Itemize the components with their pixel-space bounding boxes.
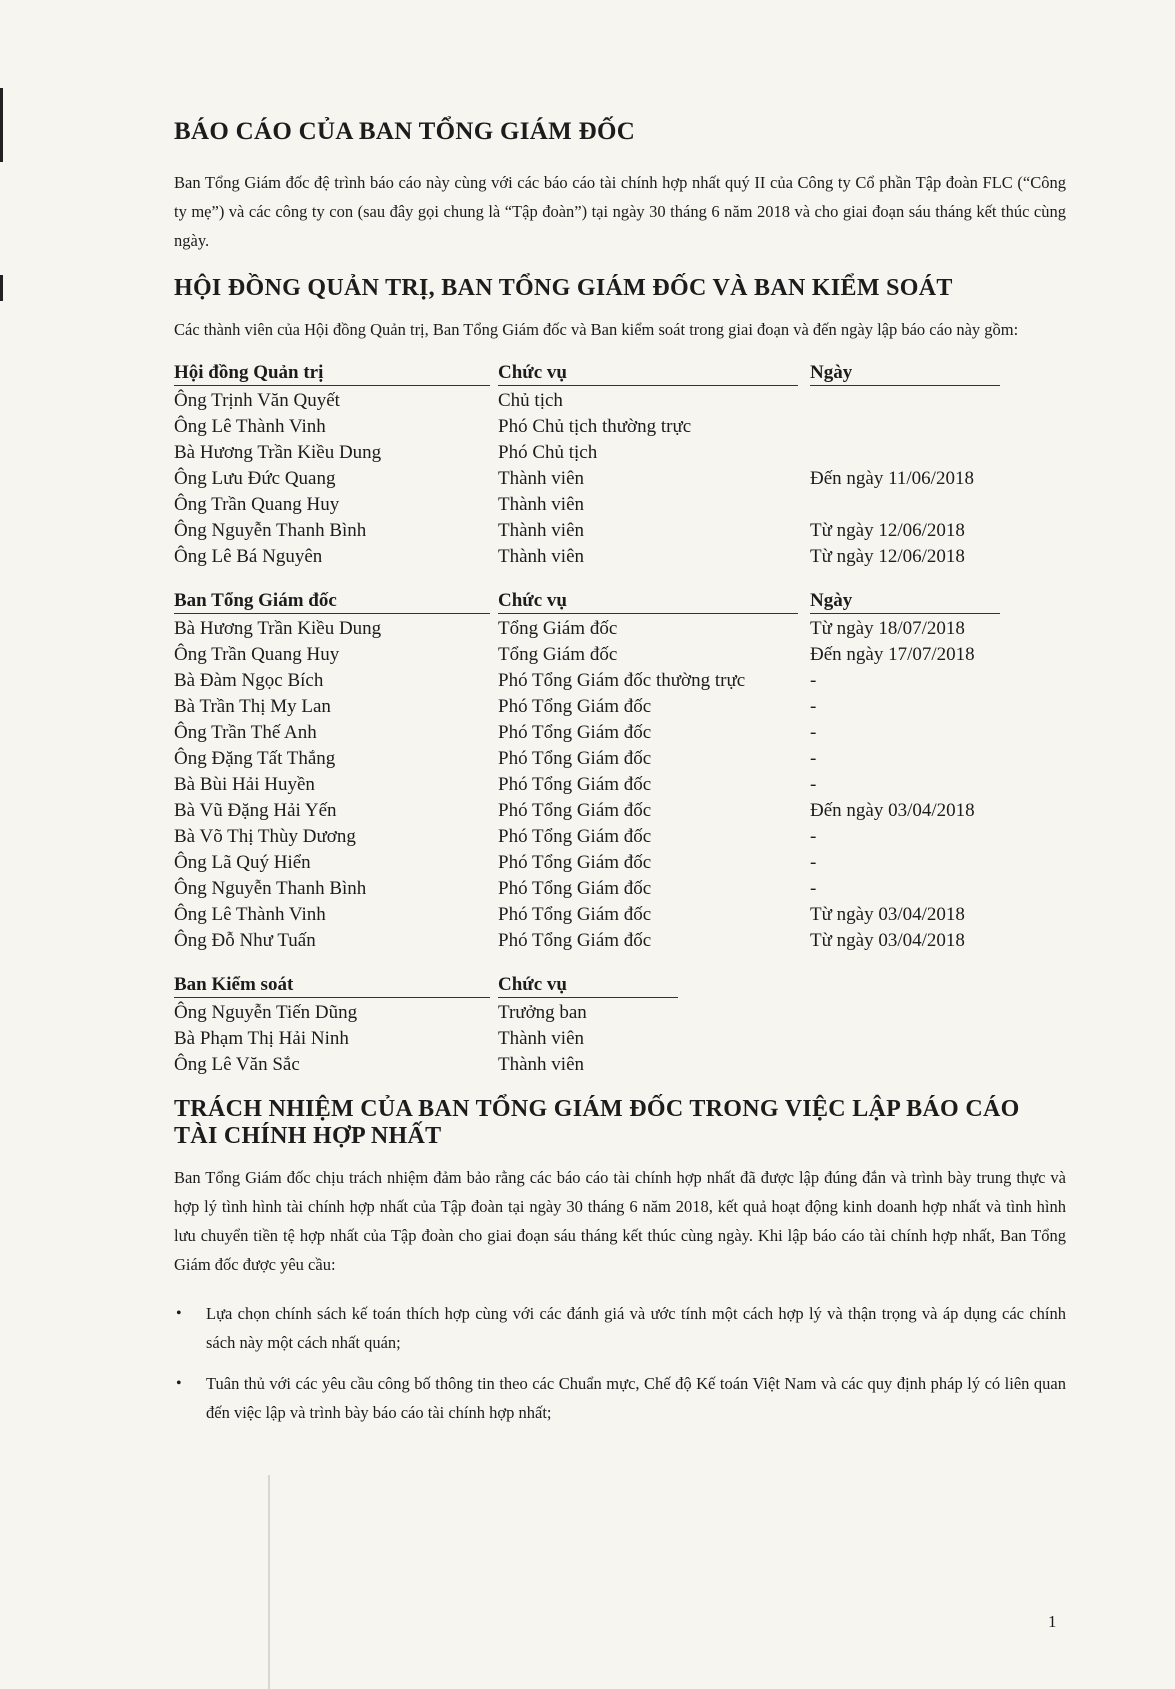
member-name: Bà Hương Trần Kiều Dung [174,441,382,463]
members-intro-paragraph: Các thành viên của Hội đồng Quản trị, Ban Tổng Giám đốc và Ban kiểm soát trong giai đoạn và đến ngày lập báo cáo này gồm: [174,319,1019,339]
member-position: Thành viên [498,1053,585,1075]
member-position: Thành viên [498,519,585,541]
table-row [174,692,1066,718]
column-header-date: Ngày [810,362,1000,386]
section-heading-responsibility: TRÁCH NHIỆM CỦA BAN TỔNG GIÁM ĐỐC TRONG VIỆC LẬP BÁO CÁO TÀI CHÍNH HỢP NHẤT [174,1095,1020,1150]
column-header-position: Chức vụ [498,974,678,998]
member-name: Bà Vũ Đặng Hải Yến [174,799,337,821]
column-header-name: Hội đồng Quản trị [174,362,490,386]
member-date: - [810,773,817,795]
member-position: Thành viên [498,545,585,567]
list-item-text: Tuân thủ với các yêu cầu công bố thông tin theo các Chuẩn mực, Chế độ Kế toán Việt Nam và các quy định pháp lý có liên quan đến việc lập và trình bày báo cáo tài chính hợp nhất; [206,1373,1066,1422]
requirements-list [174,1299,1066,1427]
table-row [174,516,1066,542]
table-row [174,718,1066,744]
member-name: Bà Võ Thị Thùy Dương [174,825,356,847]
member-position: Phó Tổng Giám đốc [498,695,652,717]
member-date: Đến ngày 17/07/2018 [810,643,975,665]
member-position: Phó Tổng Giám đốc [498,721,652,743]
member-date: Từ ngày 03/04/2018 [810,903,965,925]
table-row [174,412,1066,438]
board-table [174,358,1066,568]
page-number: 1 [1048,1612,1057,1631]
member-name: Ông Lê Thành Vinh [174,903,326,925]
table-row [174,796,1066,822]
member-position: Phó Tổng Giám đốc [498,851,652,873]
responsibility-paragraph: Ban Tổng Giám đốc chịu trách nhiệm đảm bảo rằng các báo cáo tài chính hợp nhất đã được lập đúng đắn và trình bày trung thực và hợp lý tình hình tài chính hợp nhất của Tập đoàn tại ngày 30 tháng 6 năm 2018, kết quả hoạt động kinh doanh hợp nhất và tình hình lưu chuyển tiền tệ hợp nhất của Tập đoàn cho giai đoạn sáu tháng kết thúc cùng ngày. Khi lập báo cáo tài chính hợp nhất, Ban Tổng Giám đốc được yêu cầu: [174,1167,1066,1274]
member-position: Phó Tổng Giám đốc thường trực [498,669,746,691]
table-row [174,614,1066,640]
member-position: Phó Tổng Giám đốc [498,773,652,795]
section-heading-members: HỘI ĐỒNG QUẢN TRỊ, BAN TỔNG GIÁM ĐỐC VÀ BAN KIỂM SOÁT [174,275,953,301]
table-row [174,822,1066,848]
member-date: - [810,695,817,717]
member-position: Phó Tổng Giám đốc [498,877,652,899]
table-header [174,358,1066,386]
member-name: Ông Nguyễn Tiến Dũng [174,1001,358,1023]
member-position: Thành viên [498,467,585,489]
member-name: Bà Bùi Hải Huyền [174,773,315,795]
column-header-position: Chức vụ [498,590,798,614]
member-name: Ông Trịnh Văn Quyết [174,389,340,411]
intro-paragraph: Ban Tổng Giám đốc đệ trình báo cáo này cùng với các báo cáo tài chính hợp nhất quý II của Công ty Cổ phần Tập đoàn FLC (“Công ty mẹ”) và các công ty con (sau đây gọi chung là “Tập đoàn”) tại ngày 30 tháng 6 năm 2018 và cho giai đoạn sáu tháng kết thúc cùng ngày. [174,173,1066,250]
member-position: Phó Tổng Giám đốc [498,825,652,847]
column-header-date: Ngày [810,590,1000,614]
management-table [174,586,1066,952]
table-row [174,438,1066,464]
table-row [174,744,1066,770]
member-date: - [810,825,817,847]
table-header [174,970,1066,998]
member-name: Ông Lưu Đức Quang [174,467,336,489]
member-name: Ông Trần Thế Anh [174,721,317,743]
member-position: Thành viên [498,1027,585,1049]
scan-artifact-line [268,1475,270,1689]
column-header-position: Chức vụ [498,362,798,386]
member-name: Ông Trần Quang Huy [174,643,340,665]
member-position: Phó Tổng Giám đốc [498,929,652,951]
table-row [174,926,1066,952]
member-position: Phó Chủ tịch thường trực [498,415,692,437]
bullet-icon: • [176,1374,182,1392]
member-date: Từ ngày 03/04/2018 [810,929,965,951]
table-row [174,386,1066,412]
member-position: Phó Tổng Giám đốc [498,903,652,925]
member-position: Phó Tổng Giám đốc [498,799,652,821]
member-date: - [810,877,817,899]
table-row [174,1024,1066,1050]
member-name: Bà Trần Thị My Lan [174,695,331,717]
member-name: Ông Nguyễn Thanh Bình [174,519,367,541]
table-row [174,640,1066,666]
member-date: - [810,669,817,691]
list-item [174,1299,1066,1357]
document-body [174,118,1066,1439]
table-row [174,464,1066,490]
member-date: Từ ngày 18/07/2018 [810,617,965,639]
member-position: Phó Tổng Giám đốc [498,747,652,769]
column-header-name: Ban Tổng Giám đốc [174,590,490,614]
table-row [174,848,1066,874]
member-date: - [810,721,817,743]
member-date: Từ ngày 12/06/2018 [810,545,965,567]
member-name: Ông Đỗ Như Tuấn [174,929,316,951]
member-position: Trưởng ban [498,1001,587,1023]
page-title: BÁO CÁO CỦA BAN TỔNG GIÁM ĐỐC [174,118,636,145]
table-row [174,900,1066,926]
column-header-name: Ban Kiểm soát [174,974,490,998]
member-position: Chủ tịch [498,389,563,411]
list-item-text: Lựa chọn chính sách kế toán thích hợp cùng với các đánh giá và ước tính một cách hợp lý và thận trọng và áp dụng các chính sách này một cách nhất quán; [206,1303,1066,1352]
member-position: Phó Chủ tịch [498,441,598,463]
member-date: Đến ngày 03/04/2018 [810,799,975,821]
bullet-icon: • [176,1304,182,1322]
table-row [174,1050,1066,1076]
table-row [174,666,1066,692]
table-row [174,874,1066,900]
table-header [174,586,1066,614]
member-date: - [810,851,817,873]
member-date: Từ ngày 12/06/2018 [810,519,965,541]
table-row [174,770,1066,796]
scan-margin-mark [0,88,3,162]
member-name: Ông Lê Văn Sắc [174,1053,300,1075]
member-name: Ông Nguyễn Thanh Bình [174,877,367,899]
member-name: Bà Phạm Thị Hải Ninh [174,1027,349,1049]
member-name: Ông Lê Bá Nguyên [174,545,323,567]
scan-margin-mark [0,275,3,301]
table-row [174,998,1066,1024]
member-name: Ông Lê Thành Vinh [174,415,326,437]
list-item [174,1369,1066,1427]
member-position: Tổng Giám đốc [498,617,618,639]
member-name: Bà Đàm Ngọc Bích [174,669,324,691]
member-name: Ông Trần Quang Huy [174,493,340,515]
table-row [174,490,1066,516]
member-position: Tổng Giám đốc [498,643,618,665]
member-name: Ông Lã Quý Hiển [174,851,311,873]
table-row [174,542,1066,568]
member-name: Ông Đặng Tất Thắng [174,747,336,769]
member-position: Thành viên [498,493,585,515]
member-date: - [810,747,817,769]
supervisory-table [174,970,1066,1076]
member-name: Bà Hương Trần Kiều Dung [174,617,382,639]
member-date: Đến ngày 11/06/2018 [810,467,974,489]
